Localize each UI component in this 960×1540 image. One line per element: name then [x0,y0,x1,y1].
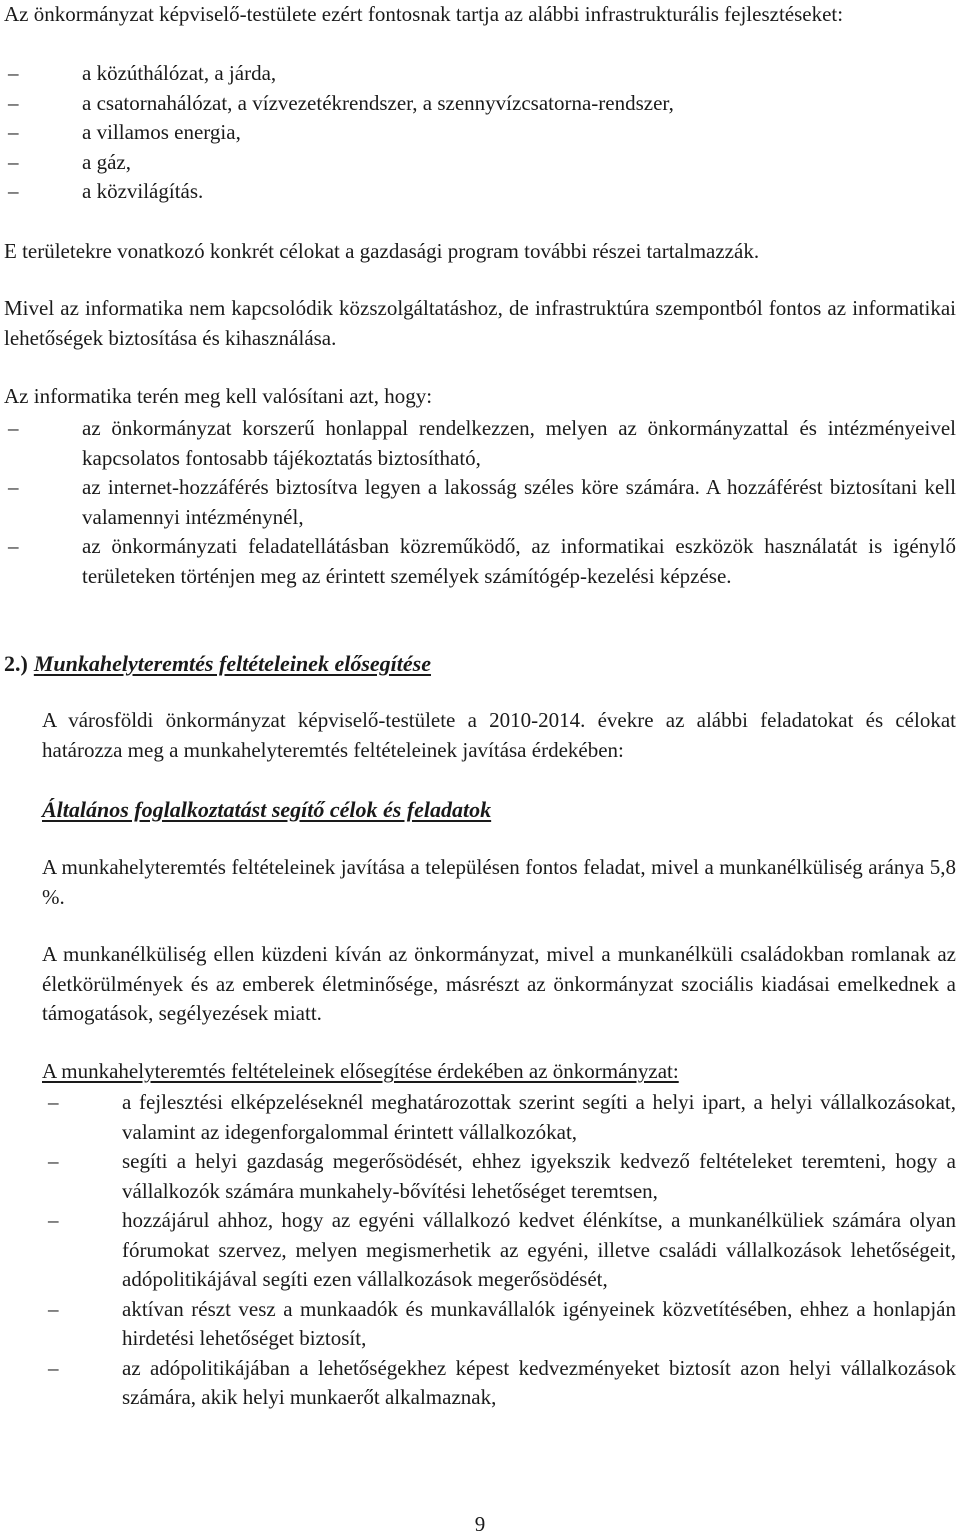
dash-bullet: – [8,416,19,440]
section-intro: A városföldi önkormányzat képviselő-testülete a 2010-2014. évekre az alábbi feladatokat és célokat határozza meg a munkahelyteremtés feltételeinek javítása érdekében: [42,708,956,762]
dash-bullet: – [8,120,19,144]
list-item: – az internet-hozzáférés biztosítva legyen a lakosság széles köre számára. A hozzáférést biztosítani kell valamennyi intézménynél, [8,475,956,529]
subsection-heading: Általános foglalkoztatást segítő célok és feladatok [42,797,492,822]
infrastructure-list [4,59,956,207]
page-number: 9 [474,1512,486,1536]
unemployment-paragraph: A munkanélküliség ellen küzdeni kíván az önkormányzat, mivel a munkanélküli családokban romlanak az életkörülmények és az emberek életminősége, másrészt az önkormányzat szociális kiadásai emelkednek a támogatások, segélyezések miatt. [42,942,956,1025]
municipality-tasks-list [4,1088,956,1413]
list-item: – a közvilágítás. [4,177,956,207]
informatics-paragraph: Mivel az informatika nem kapcsolódik közszolgáltatáshoz, de infrastruktúra szempontból fontos az informatikai lehetőségek biztosítása és kihasználása. [4,296,956,350]
section-heading [4,649,956,679]
list-item: – aktívan részt vesz a munkaadók és munkavállalók igényeinek közvetítésében, ehhez a honlapján hirdetési lehetőséget biztosít, [48,1296,956,1350]
list-item: – a villamos energia, [4,118,956,148]
programme-note: E területekre vonatkozó konkrét célokat a gazdasági program további részei tartalmazzák. [4,239,760,263]
list-item: – az adópolitikájában a lehetőségekhez képest kedvezményeket biztosít azon helyi vállalkozások számára, akik helyi munkaerőt alkalmaznak, [48,1355,956,1409]
section-title: Munkahelyteremtés feltételeinek elősegítése [33,651,431,676]
list-item: – az önkormányzat korszerű honlappal rendelkezzen, melyen az önkormányzattal és intézményeivel kapcsolatos fontosabb tájékoztatás biztosítható, [8,416,956,470]
dash-bullet: – [8,90,19,115]
informatics-list [4,414,956,591]
dash-bullet: – [8,534,19,558]
list-item: – segíti a helyi gazdaság megerősödését, ehhez igyekszik kedvező feltételeket teremteni, hogy a vállalkozók számára munkahely-bővítési lehetőséget teremtsen, [48,1149,956,1203]
dash-bullet: – [48,1296,59,1321]
informatics-intro: Az informatika terén meg kell valósítani azt, hogy: [4,384,433,408]
dash-bullet: – [48,1355,59,1380]
list-item: – a fejlesztési elképzeléseknél meghatározottak szerint segíti a helyi ipart, a helyi vállalkozásokat, valamint az idegenforgalommal érintett vállalkozókat, [48,1090,956,1144]
list-item: – a gáz, [4,148,956,178]
section-number: 2.) [4,651,28,676]
dash-bullet: – [8,61,19,85]
list-item: – hozzájárul ahhoz, hogy az egyéni vállalkozó kedvet élénkítse, a munkanélküliek számára olyan fórumokat szervez, melyen megismerhetik az egyéni, illetve családi vállalkozások lehetőségeit, adópolitikájával segíti ezen vállalkozások megerősödését, [48,1208,956,1291]
list-item: – a csatornahálózat, a vízvezetékrendszer, a szennyvízcsatorna-rendszer, [4,89,956,119]
dash-bullet: – [8,475,19,499]
dash-bullet: – [48,1149,59,1173]
list-item: – az önkormányzati feladatellátásban közreműködő, az informatikai eszközök használatát is igénylő területeken történjen meg az érintett személyek számítógép-kezelési képzése. [8,534,956,588]
list-item: – a közúthálózat, a járda, [4,59,956,89]
dash-bullet: – [8,179,19,203]
dash-bullet: – [8,149,19,174]
dash-bullet: – [48,1208,59,1232]
infrastructure-intro: Az önkormányzat képviselő-testülete ezért fontosnak tartja az alábbi infrastrukturális fejlesztéseket: [4,2,844,26]
unemployment-rate-paragraph: A munkahelyteremtés feltételeinek javítása a településen fontos feladat, mivel a munkanélküliség aránya 5,8 %. [42,855,956,909]
dash-bullet: – [48,1090,59,1114]
municipality-list-intro: A munkahelyteremtés feltételeinek elősegítése érdekében az önkormányzat: [42,1059,679,1083]
